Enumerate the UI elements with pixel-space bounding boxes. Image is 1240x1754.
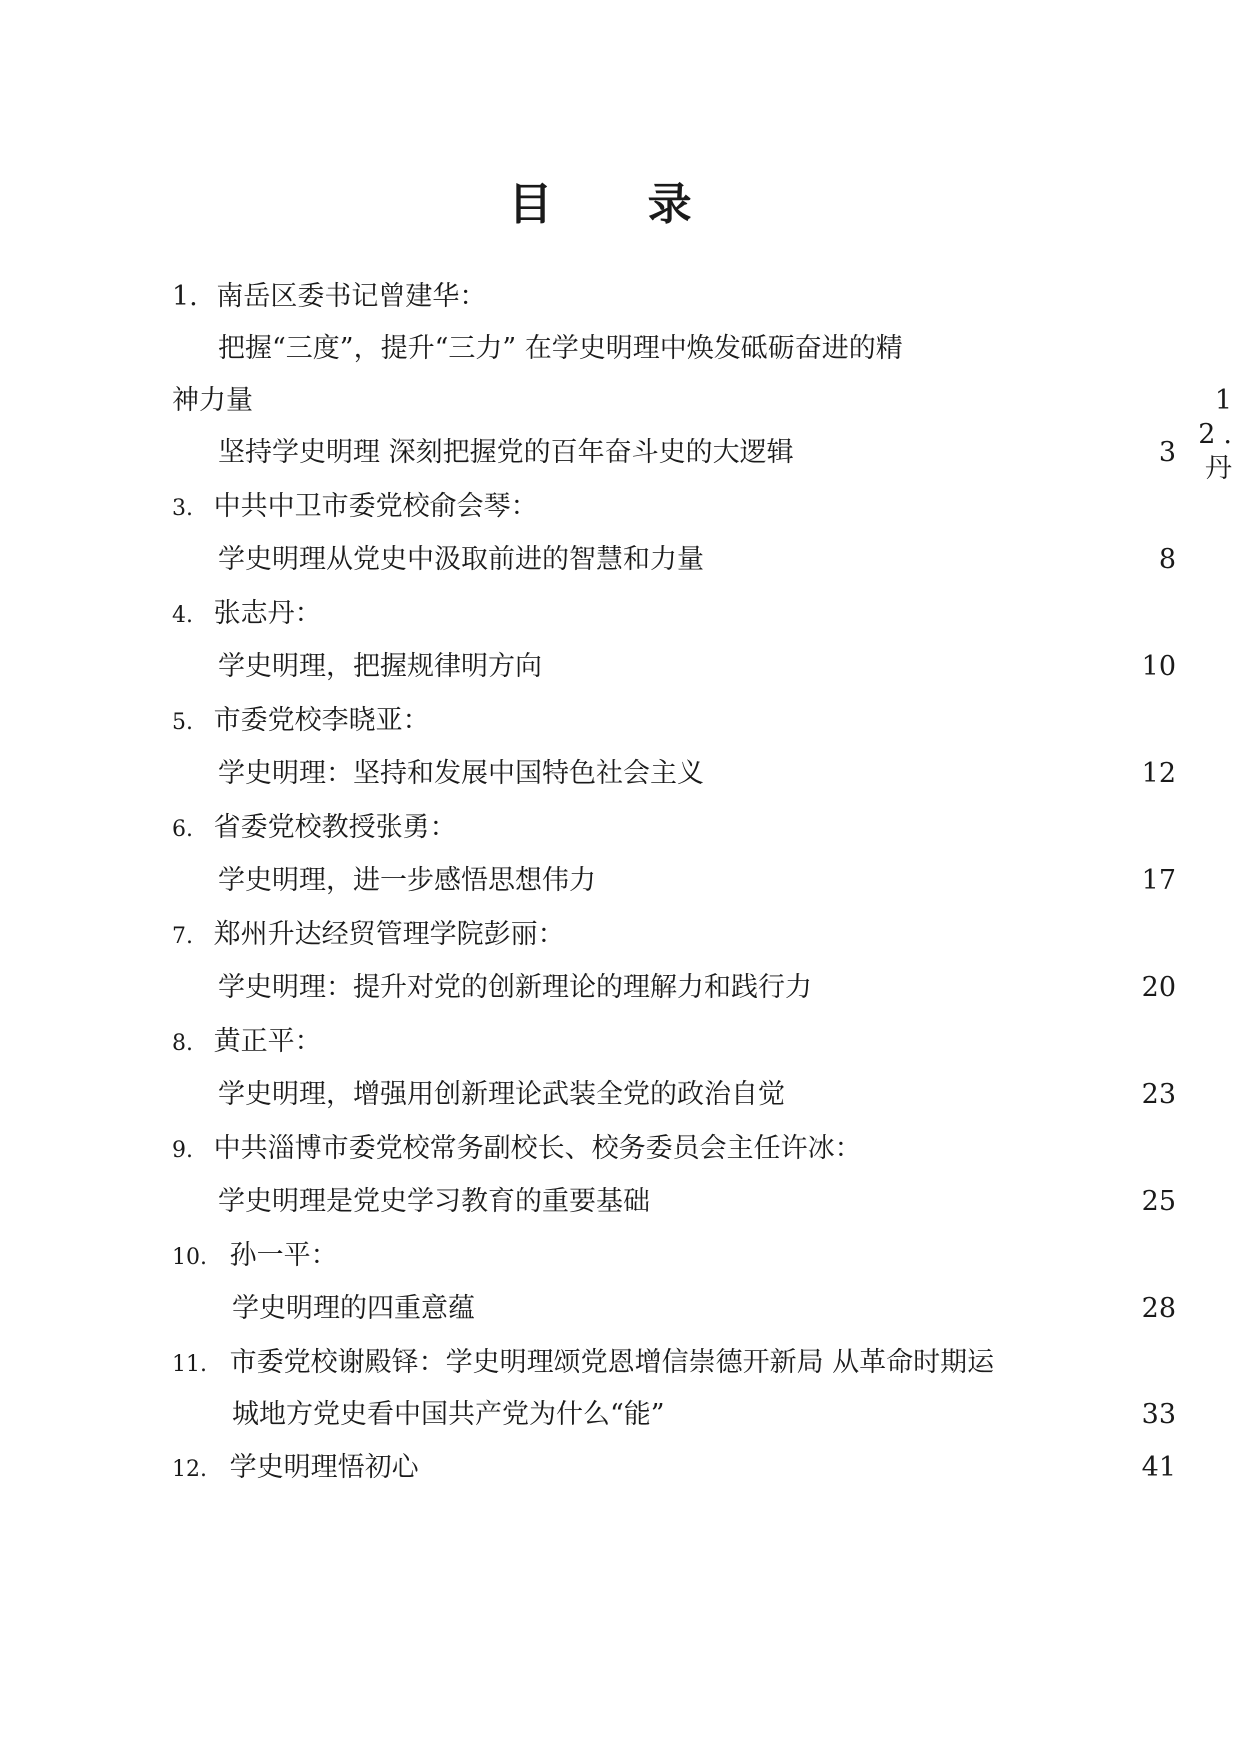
toc-entry-number: 11.: [172, 1352, 207, 1377]
toc-entry-4-title[interactable]: 学史明理，把握规律明方向: [218, 651, 542, 682]
toc-entry-9-title[interactable]: 学史明理是党史学习教育的重要基础: [218, 1186, 650, 1217]
toc-entry-7-heading[interactable]: [172, 918, 565, 954]
toc-entry-heading: 市委党校李晓亚：: [213, 705, 430, 736]
toc-entry-number: 9.: [172, 1138, 193, 1163]
toc-entry-heading: 学史明理悟初心: [229, 1452, 419, 1483]
toc-entry-2-title[interactable]: 坚持学史明理 深刻把握党的百年奋斗史的大逻辑: [218, 437, 794, 468]
toc-entry-number: 5.: [172, 710, 193, 735]
toc-entry-3-title[interactable]: 学史明理从党史中汲取前进的智慧和力量: [218, 544, 704, 575]
toc-entry-4-heading[interactable]: [172, 597, 322, 633]
toc-entry-number: 10.: [172, 1245, 207, 1270]
toc-entry-11-page: 33: [1141, 1399, 1176, 1430]
toc-entry-number: 12.: [172, 1457, 207, 1482]
toc-entry-heading: 市委党校谢殿铎：学史明理颂党恩增信崇德开新局 从革命时期运: [229, 1347, 995, 1378]
toc-entry-4-page: 10: [1141, 651, 1176, 682]
toc-entry-8-page: 23: [1141, 1079, 1176, 1110]
toc-entry-number: 7.: [172, 924, 193, 949]
toc-entry-6-title[interactable]: 学史明理，进一步感悟思想伟力: [218, 865, 596, 896]
toc-entry-heading: 孙一平：: [229, 1240, 338, 1271]
toc-entry-10-title[interactable]: 学史明理的四重意蕴: [232, 1293, 475, 1324]
toc-entry-3-heading[interactable]: [172, 490, 538, 526]
toc-entry-number: 3.: [172, 496, 193, 521]
toc-entry-5-title[interactable]: 学史明理：坚持和发展中国特色社会主义: [218, 758, 704, 789]
toc-entry-heading: 张志丹：: [213, 598, 322, 629]
toc-entry-heading: 中共中卫市委党校俞会琴：: [213, 491, 538, 522]
toc-entry-12-heading[interactable]: [172, 1451, 419, 1487]
toc-entry-3-page: 8: [1158, 544, 1176, 575]
toc-entry-number: 1.: [172, 281, 198, 312]
toc-entry-2-page: 3: [1158, 437, 1176, 468]
toc-entry-9-heading[interactable]: [172, 1132, 862, 1168]
toc-entry-9-page: 25: [1141, 1186, 1176, 1217]
toc-entry-6-page: 17: [1141, 865, 1176, 896]
toc-entry-11-heading[interactable]: [172, 1346, 994, 1382]
page-title: 目 录: [508, 179, 732, 230]
toc-entry-number: 4.: [172, 603, 193, 628]
toc-entry-11-title[interactable]: 城地方党史看中国共产党为什么“能”: [232, 1399, 665, 1430]
toc-entry-12-page: 41: [1141, 1452, 1176, 1483]
toc-entry-1-heading[interactable]: [172, 280, 486, 314]
toc-entry-number: 6.: [172, 817, 193, 842]
toc-entry-7-title[interactable]: 学史明理：提升对党的创新理论的理解力和践行力: [218, 972, 812, 1003]
toc-entry-6-heading[interactable]: [172, 811, 457, 847]
toc-entry-heading: 省委党校教授张勇：: [213, 812, 457, 843]
toc-entry-8-title[interactable]: 学史明理，增强用创新理论武装全党的政治自觉: [218, 1079, 785, 1110]
toc-entry-heading: 中共淄博市委党校常务副校长、校务委员会主任许冰：: [213, 1133, 862, 1164]
toc-entry-7-page: 20: [1141, 972, 1176, 1003]
toc-entry-10-heading[interactable]: [172, 1239, 338, 1275]
toc-entry-heading: 郑州升达经贸管理学院彭丽：: [213, 919, 565, 950]
toc-entry-number: 8.: [172, 1031, 193, 1056]
toc-entry-10-page: 28: [1141, 1293, 1176, 1324]
toc-entry-heading: 黄正平：: [213, 1026, 322, 1057]
toc-entry-5-page: 12: [1141, 758, 1176, 789]
toc-entry-1-page: 1 2. 丹: [1198, 385, 1240, 484]
toc-entry-heading: 南岳区委书记曾建华：: [216, 281, 487, 312]
toc-entry-5-heading[interactable]: [172, 704, 430, 740]
toc-entry-8-heading[interactable]: [172, 1025, 322, 1061]
toc-entry-1-title-line1[interactable]: 把握“三度”，提升“三力” 在学史明理中焕发砥砺奋进的精: [218, 333, 903, 364]
toc-entry-1-title-line2[interactable]: 神力量: [172, 385, 253, 416]
